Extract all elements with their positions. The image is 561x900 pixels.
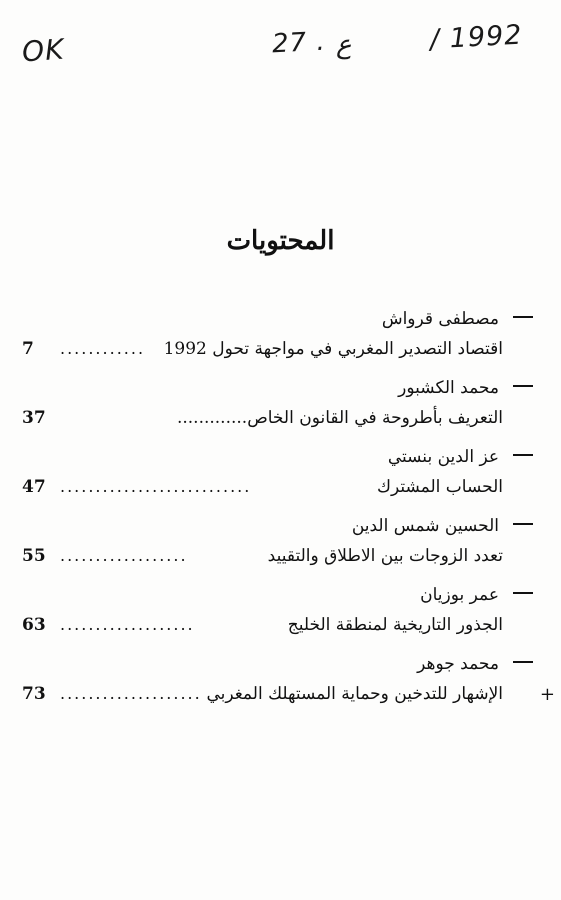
page-number: 73: [22, 684, 46, 704]
page-title: المحتويات: [226, 226, 335, 256]
toc-author: [352, 516, 533, 536]
toc-line: [22, 684, 503, 708]
leader-dots: ..................: [60, 546, 188, 565]
page-number: 47: [22, 477, 46, 497]
handwritten-year: / 1992: [429, 19, 524, 56]
toc-author: [382, 309, 533, 329]
author-name: عز الدين بنستي: [387, 447, 499, 467]
dash-marker: [513, 592, 533, 594]
page-number: 7: [22, 339, 34, 359]
page-number: 63: [22, 615, 46, 635]
leader-dots: ...................: [60, 615, 195, 634]
dash-marker: [513, 523, 533, 525]
author-name: مصطفى قرواش: [381, 309, 499, 329]
toc-author: [417, 654, 533, 674]
toc-title: التعريف بأطروحة في القانون الخاص.............: [176, 408, 503, 428]
toc-entry: [0, 443, 561, 512]
author-name: محمد جوهر: [417, 654, 499, 674]
table-of-contents: [0, 305, 561, 719]
toc-author: [388, 447, 533, 467]
dash-marker: [513, 661, 533, 663]
leader-dots: ...........................: [60, 477, 252, 496]
toc-title: اقتصاد التصدير المغربي في مواجهة تحول 1992: [163, 339, 503, 359]
toc-line: [22, 477, 503, 501]
toc-entry: [0, 305, 561, 374]
margin-mark: +: [539, 684, 555, 705]
leader-dots: ....................: [60, 684, 202, 703]
handwritten-ok: OK: [20, 32, 66, 69]
dash-marker: [513, 316, 533, 318]
dash-marker: [513, 454, 533, 456]
toc-entry: [0, 581, 561, 650]
handwritten-number: 27 .: [271, 26, 327, 60]
page-number: 37: [22, 408, 46, 428]
toc-title: تعدد الزوجات بين الاطلاق والتقييد: [267, 546, 503, 566]
author-name: عمر بوزيان: [420, 585, 499, 605]
toc-entry: [0, 374, 561, 443]
toc-title: الجذور التاريخية لمنطقة الخليج: [287, 615, 503, 635]
toc-entry: [0, 512, 561, 581]
toc-line: [22, 408, 503, 432]
leader-dots: ............: [60, 339, 146, 358]
dash-marker: [513, 385, 533, 387]
toc-line: [22, 615, 503, 639]
author-name: الحسين شمس الدين: [351, 516, 499, 536]
toc-line: [22, 339, 503, 363]
toc-author: [420, 585, 533, 605]
toc-entry: [0, 650, 561, 719]
handwritten-letter: ع: [336, 30, 352, 60]
page-number: 55: [22, 546, 46, 566]
toc-line: [22, 546, 503, 570]
toc-title: الحساب المشترك: [376, 477, 503, 497]
toc-title: الإشهار للتدخين وحماية المستهلك المغربي: [206, 684, 503, 704]
author-name: محمد الكشبور: [398, 378, 499, 398]
toc-author: [398, 378, 533, 398]
